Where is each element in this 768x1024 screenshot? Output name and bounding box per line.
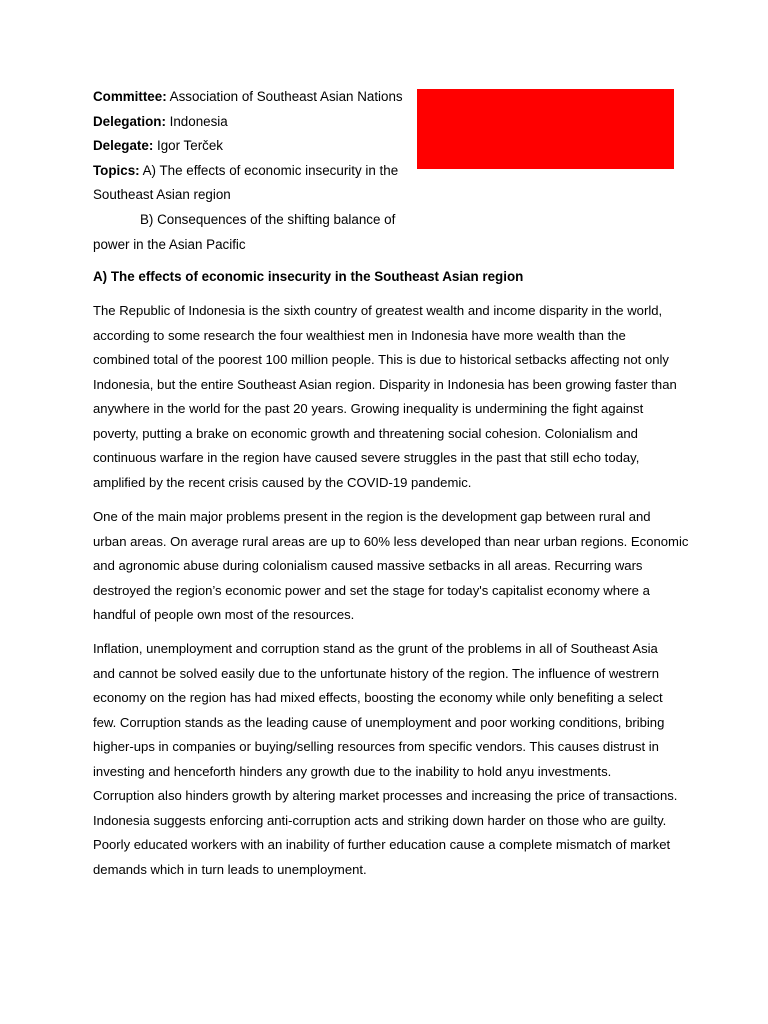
- paragraph-line: urban areas. On average rural areas are up to 60% less developed than near urban regions. Economic: [93, 533, 689, 549]
- delegate-line: [93, 134, 403, 159]
- paragraph-line: and agronomic abuse during colonialism caused massive setbacks in all areas. Recurring wars: [93, 558, 643, 573]
- topic-a-line2: Southeast Asian region: [93, 187, 231, 203]
- paragraph-line: few. Corruption stands as the leading cause of unemployment and poor working conditions, bribing: [93, 714, 665, 730]
- topic-b-line1: B) Consequences of the shifting balance of: [140, 211, 396, 227]
- committee-value: Association of Southeast Asian Nations: [166, 89, 403, 104]
- paragraph-line: Poorly educated workers with an inability of further education cause a complete mismatch of market: [93, 837, 671, 852]
- paragraph-line: investing and henceforth hinders any growth due to the inability to hold anyu investments.: [93, 763, 612, 779]
- paragraph-line: Inflation, unemployment and corruption stand as the grunt of the problems in all of Southeast Asia: [93, 641, 658, 656]
- paragraph-line: according to some research the four wealthiest men in Indonesia have more wealth than the: [93, 327, 626, 343]
- delegate-label: Delegate:: [93, 138, 154, 154]
- paragraph-line: handful of people own most of the resources.: [93, 607, 355, 622]
- paragraph-1: [93, 299, 675, 495]
- section-a-title: A) The effects of economic insecurity in the Southeast Asian region: [93, 269, 524, 284]
- delegation-header: [93, 85, 403, 257]
- paragraph-line: Corruption also hinders growth by altering market processes and increasing the price of transactions.: [93, 788, 678, 803]
- paragraph-line: and cannot be solved easily due to the unfortunate history of the region. The influence of westrern: [93, 665, 660, 681]
- topic-b-line2: power in the Asian Pacific: [93, 236, 246, 252]
- paragraph-line: Indonesia suggests enforcing anti-corruption acts and striking down harder on those who are guilty.: [93, 812, 667, 828]
- paragraph-2: [93, 505, 689, 628]
- paragraph-line: amplified by the recent crisis caused by the COVID-19 pandemic.: [93, 474, 472, 490]
- paragraph-line: demands which in turn leads to unemployment.: [93, 861, 367, 877]
- committee-line: [93, 85, 403, 110]
- paragraph-line: anywhere in the world for the past 20 years. Growing inequality is undermining the fight against: [93, 401, 644, 416]
- delegation-value: Indonesia: [165, 113, 228, 129]
- paragraph-line: higher-ups in companies or buying/selling resources from specific vendors. This causes distrust in: [93, 739, 659, 754]
- paragraph-line: continuous warfare in the region have caused severe struggles in the past that still echo today,: [93, 450, 640, 465]
- topic-a-line1: A) The effects of economic insecurity in the: [139, 162, 399, 178]
- delegation-line: [93, 110, 403, 135]
- delegate-value: Igor Terček: [153, 138, 223, 154]
- topics-line: [93, 159, 403, 184]
- paragraph-line: destroyed the region’s economic power and set the stage for today's capitalist economy where a: [93, 582, 650, 598]
- paragraph-line: combined total of the poorest 100 million people. This is due to historical setbacks affecting not only: [93, 352, 669, 367]
- paragraph-line: One of the main major problems present in the region is the development gap between rural and: [93, 509, 651, 524]
- paragraph-line: The Republic of Indonesia is the sixth country of greatest wealth and income disparity in the world,: [93, 303, 663, 318]
- paragraph-line: Indonesia, but the entire Southeast Asian region. Disparity in Indonesia has been growing faster than: [93, 376, 677, 392]
- delegation-label: Delegation:: [93, 113, 166, 129]
- committee-label: Committee:: [93, 89, 167, 104]
- topics-label: Topics:: [93, 162, 140, 178]
- paragraph-line: economy on the region has had mixed effects, boosting the economy while only benefiting a select: [93, 690, 663, 705]
- paragraph-3: [93, 637, 678, 882]
- paragraph-line: poverty, putting a brake on economic growth and threatening social cohesion. Colonialism and: [93, 425, 638, 441]
- indonesia-flag-red-band: [417, 89, 674, 169]
